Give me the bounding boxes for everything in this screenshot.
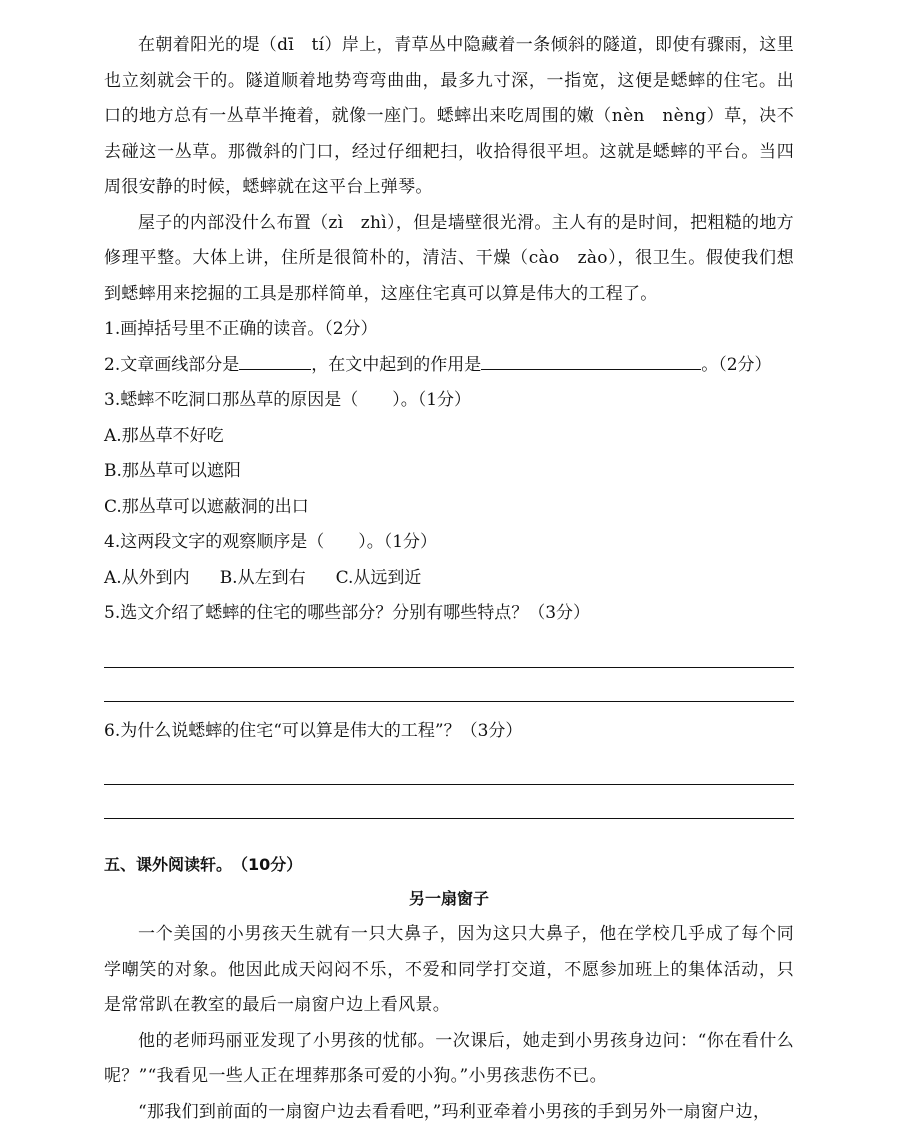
question-3: 3.蟋蟀不吃洞口那丛草的原因是（ ）。（1分） <box>104 383 794 419</box>
question-4: 4.这两段文字的观察顺序是（ ）。（1分） <box>104 525 794 561</box>
answer-line-q5-1[interactable] <box>104 634 794 668</box>
spacer <box>104 702 794 714</box>
question-2-blank-2[interactable] <box>481 351 701 370</box>
story-paragraph-2: 他的老师玛丽亚发现了小男孩的忧郁。一次课后，她走到小男孩身边问：“你在看什么呢？”“我看见一些人正在埋葬那条可爱的小狗。”小男孩悲伤不已。 <box>104 1024 794 1095</box>
question-4-options <box>104 561 794 597</box>
question-3-option-a[interactable]: A.那丛草不好吃 <box>104 419 794 455</box>
question-2-suffix: 。（2分） <box>701 355 771 375</box>
question-3-option-c[interactable]: C.那丛草可以遮蔽洞的出口 <box>104 490 794 526</box>
question-6: 6.为什么说蟋蟀的住宅“可以算是伟大的工程”？（3分） <box>104 714 794 750</box>
question-4-option-c[interactable]: C.从远到近 <box>336 568 422 588</box>
question-3-option-b[interactable]: B.那丛草可以遮阳 <box>104 454 794 490</box>
answer-line-q5-2[interactable] <box>104 668 794 702</box>
question-2-prefix: 2.文章画线部分是 <box>104 355 239 375</box>
story-paragraph-1: 一个美国的小男孩天生就有一只大鼻子，因为这只大鼻子，他在学校几乎成了每个同学嘲笑的对象。他因此成天闷闷不乐，不爱和同学打交道，不愿参加班上的集体活动，只是常常趴在教室的最后一扇窗户边上看风景。 <box>104 917 794 1024</box>
question-2-middle: ，在文中起到的作用是 <box>311 355 481 375</box>
question-4-option-a[interactable]: A.从外到内 <box>104 568 190 588</box>
question-2-blank-1[interactable] <box>239 351 311 370</box>
answer-line-q6-2[interactable] <box>104 785 794 819</box>
passage-paragraph-1: 在朝着阳光的堤（dī tí）岸上，青草丛中隐藏着一条倾斜的隧道，即使有骤雨，这里也立刻就会干的。隧道顺着地势弯弯曲曲，最多九寸深，一指宽，这便是蟋蟀的住宅。出口的地方总有一丛草半掩着，就像一座门。蟋蟀出来吃周围的嫩（nèn nèng）草，决不去碰这一丛草。那微斜的门口，经过仔细耙扫，收拾得很平坦。这就是蟋蟀的平台。当四周很安静的时候，蟋蟀就在这平台上弹琴。 <box>104 28 794 206</box>
story-paragraph-3: “那我们到前面的一扇窗户边去看看吧，”玛利亚牵着小男孩的手到另外一扇窗户边， <box>104 1095 794 1130</box>
section-5-title: 五、课外阅读轩。 （10分） <box>104 849 794 881</box>
exam-page <box>104 28 794 1130</box>
question-5: 5.选文介绍了蟋蟀的住宅的哪些部分？分别有哪些特点？（3分） <box>104 596 794 632</box>
passage-paragraph-2: 屋子的内部没什么布置（zì zhì），但是墙壁很光滑。主人有的是时间，把粗糙的地方修理平整。大体上讲，住所是很简朴的，清洁、干燥（cào zào），很卫生。假使我们想到蟋蟀用来挖掘的工具是那样简单，这座住宅真可以算是伟大的工程了。 <box>104 206 794 313</box>
story-title: 另一扇窗子 <box>104 881 794 917</box>
question-1: 1.画掉括号里不正确的读音。（2分） <box>104 312 794 348</box>
answer-line-q6-1[interactable] <box>104 751 794 785</box>
question-4-option-b[interactable]: B.从左到右 <box>220 568 306 588</box>
question-2 <box>104 348 794 384</box>
